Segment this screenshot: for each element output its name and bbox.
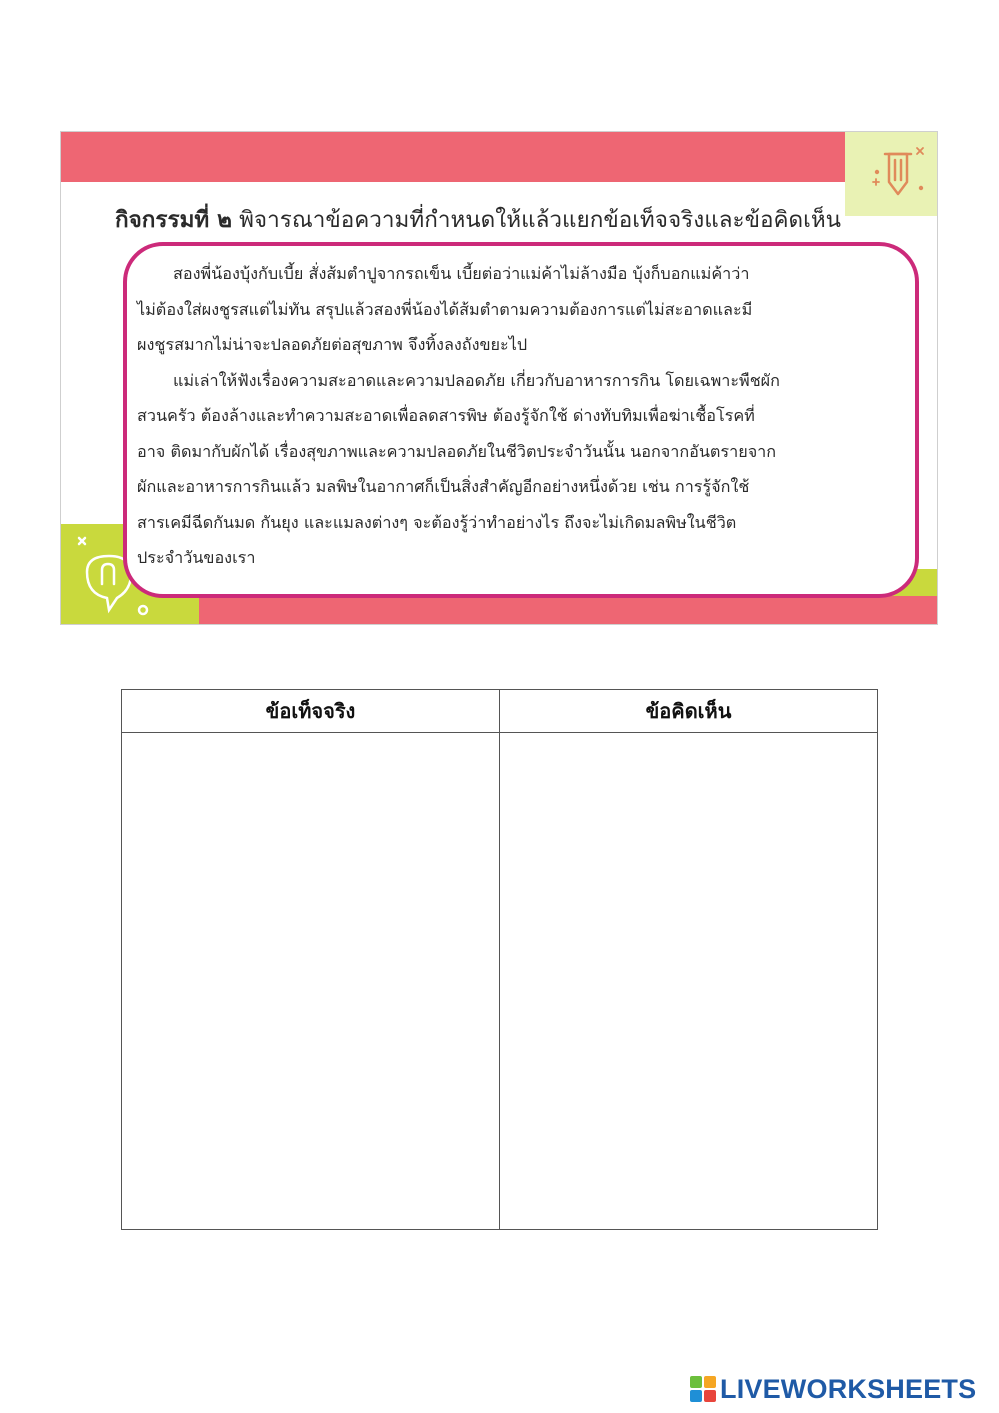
passage-paragraph-2: แม่เล่าให้ฟังเรื่องความสะอาดและความปลอดภัย เกี่ยวกับอาหารการกิน โดยเฉพาะพืชผัก สวนครัว ต้องล้างและทำความสะอาดเพื่อลดสารพิษ ต้องรู้จักใช้ ด่างทับทิมเพื่อฆ่าเชื้อโรคที่ อาจ ติดมากับผักได้ เรื่องสุขภาพและความปลอดภัยในชีวิตประจำวันนั้น นอกจากอันตรายจาก ผักและอาหารการกินแล้ว มลพิษในอากาศก็เป็นสิ่งสำคัญอีกอย่างหนึ่งด้วย เช่น การรู้จักใช้ สารเคมีฉีดกันมด กันยุง และแมลงต่างๆ จะต้องรู้ว่าทำอย่างไร ถึงจะไม่เกิดมลพิษในชีวิต ประจำวันของเรา	[137, 370, 780, 567]
activity-title-bold: กิจกรรมที่ ๒	[115, 207, 232, 233]
activity-title	[115, 204, 915, 236]
opinion-column-header: ข้อคิดเห็น	[500, 690, 878, 733]
fact-answer-cell[interactable]	[122, 733, 500, 1230]
liveworksheets-brand[interactable]	[690, 1372, 976, 1406]
passage-paragraph-1: สองพี่น้องบุ้งกับเบี้ย สั่งส้มตำปูจากรถเข็น เบี้ยต่อว่าแม่ค้าไม่ล้างมือ บุ้งก็บอกแม่ค้าว่า ไม่ต้องใส่ผงชูรสแต่ไม่ทัน สรุปแล้วสองพี่น้องได้ส้มตำตามความต้องการแต่ไม่สะอาดและมี ผงชูรสมากไม่น่าจะปลอดภัยต่อสุขภาพ จึงทิ้งลงถังขยะไป	[137, 264, 753, 354]
activity-title-text: พิจารณาข้อความที่กำหนดให้แล้วแยกข้อเท็จจริงและข้อคิดเห็น	[231, 207, 842, 233]
fact-column-header: ข้อเท็จจริง	[122, 690, 500, 733]
reading-passage	[123, 242, 919, 598]
opinion-answer-cell[interactable]	[500, 733, 878, 1230]
fact-answer-area[interactable]	[122, 733, 499, 1229]
table-header-row	[122, 690, 878, 733]
activity-card	[60, 131, 938, 625]
bottom-band	[199, 596, 938, 624]
pencil-icon	[865, 142, 931, 208]
opinion-answer-area[interactable]	[500, 733, 877, 1229]
liveworksheets-logo-icon	[690, 1376, 716, 1402]
table-answer-row	[122, 733, 878, 1230]
top-band	[61, 132, 938, 182]
fact-opinion-table	[121, 689, 878, 1230]
brand-name: LIVEWORKSHEETS	[720, 1373, 977, 1404]
